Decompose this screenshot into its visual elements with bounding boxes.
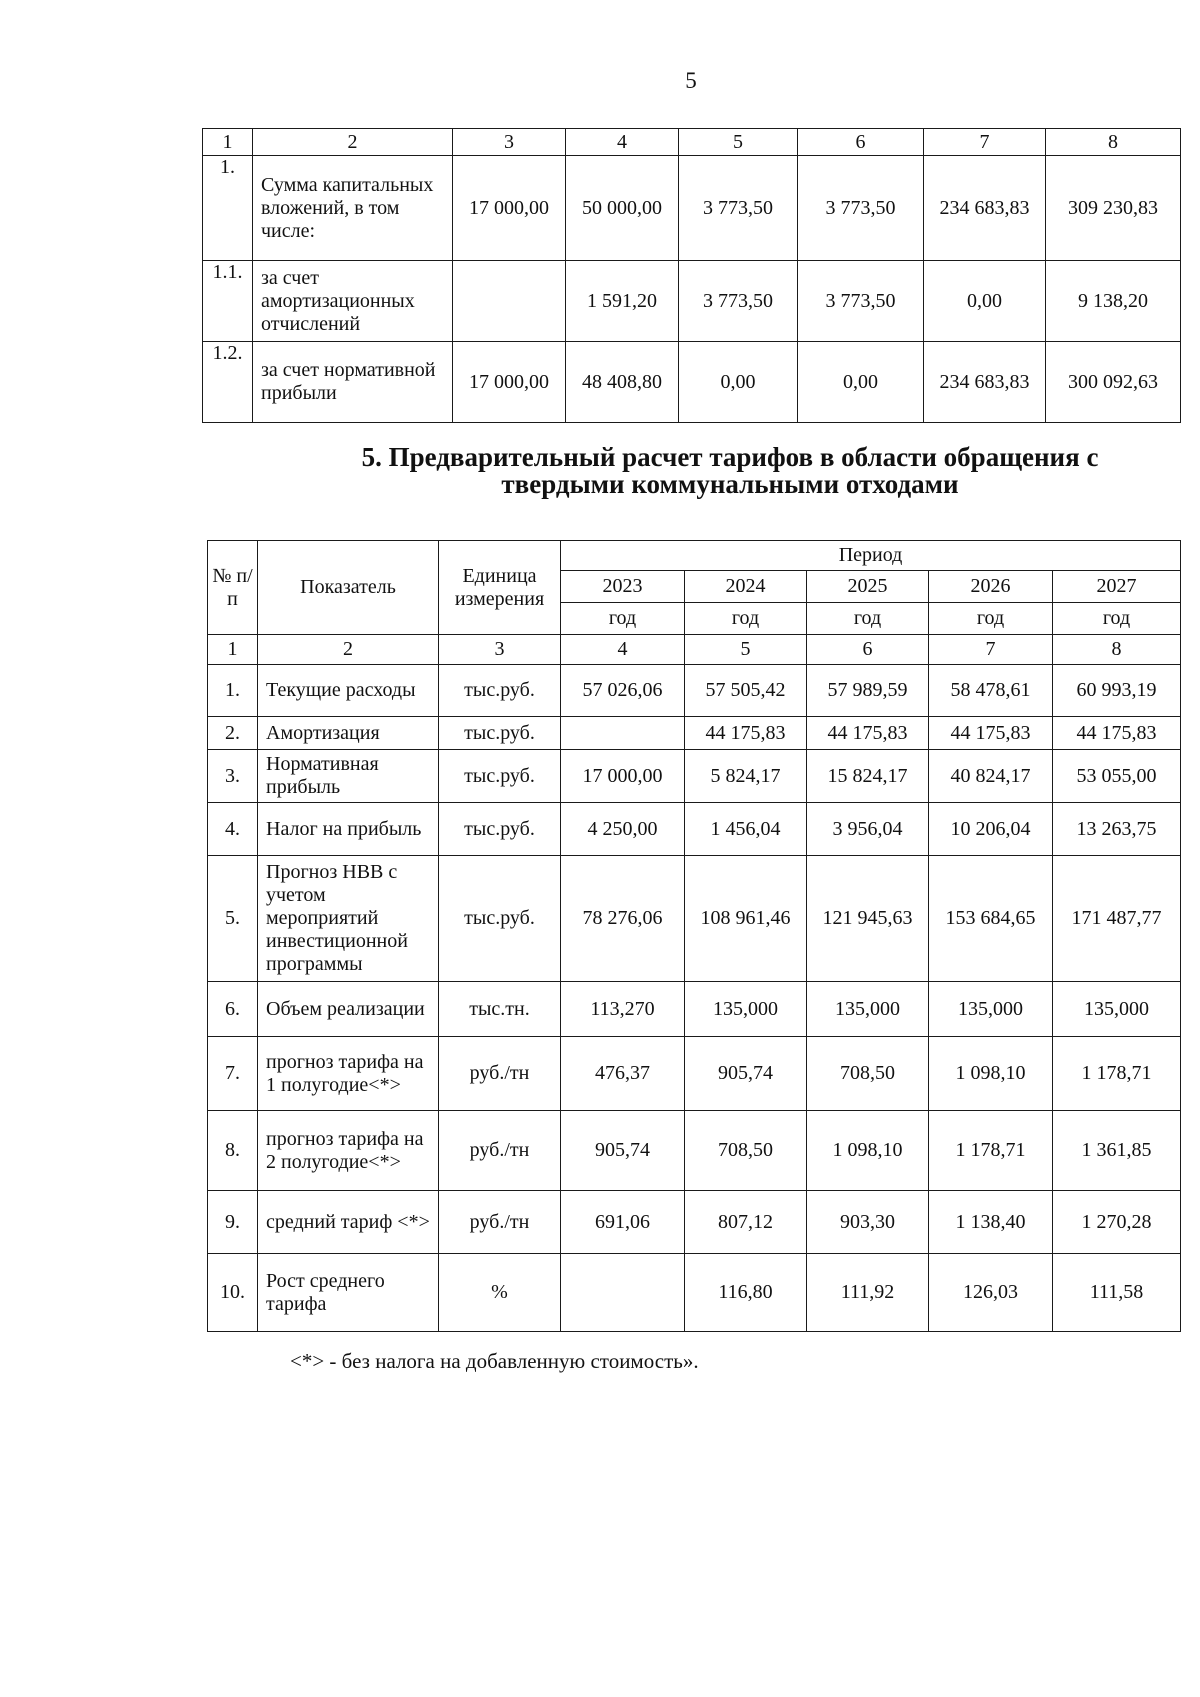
- row-number: 3.: [208, 750, 258, 803]
- index-cell: 3: [439, 635, 561, 665]
- value-cell: 40 824,17: [929, 750, 1053, 803]
- row-number: 9.: [208, 1191, 258, 1254]
- value-cell: 0,00: [924, 261, 1046, 342]
- header-cell: 2: [253, 129, 453, 156]
- table1-header-row: [203, 129, 1181, 156]
- year-header: 2023: [561, 571, 685, 603]
- value-cell: 111,92: [807, 1254, 929, 1332]
- index-cell: 5: [685, 635, 807, 665]
- value-cell: 135,000: [685, 982, 807, 1037]
- column-header-unit: Единица измерения: [439, 541, 561, 635]
- page-number: 5: [685, 68, 697, 93]
- value-cell: 3 773,50: [679, 261, 798, 342]
- year-header: 2026: [929, 571, 1053, 603]
- year-header: 2024: [685, 571, 807, 603]
- capital-investment-table: [202, 128, 1181, 423]
- year-unit: год: [685, 603, 807, 635]
- value-cell: 1 456,04: [685, 803, 807, 856]
- table-row: [208, 750, 1181, 803]
- row-label: Текущие расходы: [258, 665, 439, 717]
- value-cell: 44 175,83: [1053, 717, 1181, 750]
- unit-cell: руб./тн: [439, 1037, 561, 1111]
- value-cell: 3 956,04: [807, 803, 929, 856]
- value-cell: 44 175,83: [807, 717, 929, 750]
- index-cell: 8: [1053, 635, 1181, 665]
- table-row: [208, 1111, 1181, 1191]
- value-cell: 300 092,63: [1046, 342, 1181, 423]
- value-cell: 17 000,00: [453, 342, 566, 423]
- value-cell: 60 993,19: [1053, 665, 1181, 717]
- header-cell: 5: [679, 129, 798, 156]
- section-title: [230, 444, 1200, 498]
- value-cell: 15 824,17: [807, 750, 929, 803]
- tariff-calculation-table: [207, 540, 1181, 1332]
- value-cell: 708,50: [807, 1037, 929, 1111]
- index-cell: 4: [561, 635, 685, 665]
- value-cell: 1 178,71: [929, 1111, 1053, 1191]
- row-label: средний тариф <*>: [258, 1191, 439, 1254]
- value-cell: 121 945,63: [807, 856, 929, 982]
- row-label: за счет нормативной прибыли: [253, 342, 453, 423]
- value-cell: 9 138,20: [1046, 261, 1181, 342]
- year-header: 2025: [807, 571, 929, 603]
- column-header-number: № п/п: [208, 541, 258, 635]
- row-label: прогноз тарифа на 1 полугодие<*>: [258, 1037, 439, 1111]
- value-cell: 153 684,65: [929, 856, 1053, 982]
- value-cell: 57 026,06: [561, 665, 685, 717]
- unit-cell: руб./тн: [439, 1191, 561, 1254]
- value-cell: 13 263,75: [1053, 803, 1181, 856]
- value-cell: 135,000: [807, 982, 929, 1037]
- row-label: Амортизация: [258, 717, 439, 750]
- value-cell: 58 478,61: [929, 665, 1053, 717]
- value-cell: 5 824,17: [685, 750, 807, 803]
- value-cell: 309 230,83: [1046, 156, 1181, 261]
- table-row: [208, 717, 1181, 750]
- row-label: за счет амортизационных отчислений: [253, 261, 453, 342]
- value-cell: 4 250,00: [561, 803, 685, 856]
- value-cell: 108 961,46: [685, 856, 807, 982]
- row-label: прогноз тарифа на 2 полугодие<*>: [258, 1111, 439, 1191]
- value-cell: 1 138,40: [929, 1191, 1053, 1254]
- section-title-line: 5. Предварительный расчет тарифов в области обращения с: [361, 442, 1099, 472]
- year-unit: год: [807, 603, 929, 635]
- year-unit: год: [1053, 603, 1181, 635]
- value-cell: 135,000: [929, 982, 1053, 1037]
- value-cell: 1 591,20: [566, 261, 679, 342]
- row-label: Объем реализации: [258, 982, 439, 1037]
- table-row: [208, 665, 1181, 717]
- footnote: <*> - без налога на добавленную стоимость».: [290, 1349, 699, 1373]
- value-cell: 234 683,83: [924, 156, 1046, 261]
- index-cell: 1: [208, 635, 258, 665]
- row-label: Прогноз НВВ с учетом мероприятий инвестиционной программы: [258, 856, 439, 982]
- row-number: 6.: [208, 982, 258, 1037]
- value-cell: 171 487,77: [1053, 856, 1181, 982]
- header-cell: 4: [566, 129, 679, 156]
- value-cell: 135,000: [1053, 982, 1181, 1037]
- row-number: 1.1.: [203, 261, 253, 342]
- value-cell: 905,74: [685, 1037, 807, 1111]
- row-number: 10.: [208, 1254, 258, 1332]
- value-cell: 3 773,50: [798, 156, 924, 261]
- row-label: Рост среднего тарифа: [258, 1254, 439, 1332]
- section-title-line: твердыми коммунальными отходами: [501, 469, 959, 499]
- year-header: 2027: [1053, 571, 1181, 603]
- table2-header-row: [208, 541, 1181, 571]
- value-cell: 3 773,50: [679, 156, 798, 261]
- unit-cell: руб./тн: [439, 1111, 561, 1191]
- unit-cell: тыс.руб.: [439, 665, 561, 717]
- header-cell: 8: [1046, 129, 1181, 156]
- column-header-indicator: Показатель: [258, 541, 439, 635]
- value-cell: 807,12: [685, 1191, 807, 1254]
- year-unit: год: [929, 603, 1053, 635]
- table-row: [203, 261, 1181, 342]
- value-cell: [561, 717, 685, 750]
- value-cell: 17 000,00: [453, 156, 566, 261]
- index-cell: 7: [929, 635, 1053, 665]
- value-cell: 476,37: [561, 1037, 685, 1111]
- index-row: [208, 635, 1181, 665]
- table-row: [208, 1254, 1181, 1332]
- value-cell: 113,270: [561, 982, 685, 1037]
- value-cell: 0,00: [798, 342, 924, 423]
- row-number: 7.: [208, 1037, 258, 1111]
- row-label: Сумма капитальных вложений, в том числе:: [253, 156, 453, 261]
- value-cell: [453, 261, 566, 342]
- value-cell: 44 175,83: [685, 717, 807, 750]
- table-row: [203, 342, 1181, 423]
- value-cell: 234 683,83: [924, 342, 1046, 423]
- row-number: 5.: [208, 856, 258, 982]
- row-label: Нормативная прибыль: [258, 750, 439, 803]
- row-number: 8.: [208, 1111, 258, 1191]
- value-cell: 1 098,10: [929, 1037, 1053, 1111]
- table-row: [203, 156, 1181, 261]
- value-cell: 44 175,83: [929, 717, 1053, 750]
- value-cell: 905,74: [561, 1111, 685, 1191]
- unit-cell: тыс.руб.: [439, 803, 561, 856]
- value-cell: 691,06: [561, 1191, 685, 1254]
- value-cell: 0,00: [679, 342, 798, 423]
- table-row: [208, 982, 1181, 1037]
- index-cell: 2: [258, 635, 439, 665]
- unit-cell: тыс.руб.: [439, 750, 561, 803]
- value-cell: 10 206,04: [929, 803, 1053, 856]
- row-number: 1.: [208, 665, 258, 717]
- value-cell: 708,50: [685, 1111, 807, 1191]
- value-cell: 57 505,42: [685, 665, 807, 717]
- value-cell: 1 178,71: [1053, 1037, 1181, 1111]
- value-cell: 17 000,00: [561, 750, 685, 803]
- value-cell: 1 270,28: [1053, 1191, 1181, 1254]
- unit-cell: тыс.руб.: [439, 856, 561, 982]
- value-cell: 1 361,85: [1053, 1111, 1181, 1191]
- value-cell: [561, 1254, 685, 1332]
- value-cell: 116,80: [685, 1254, 807, 1332]
- value-cell: 126,03: [929, 1254, 1053, 1332]
- table-row: [208, 1191, 1181, 1254]
- row-number: 4.: [208, 803, 258, 856]
- row-number: 1.2.: [203, 342, 253, 423]
- value-cell: 48 408,80: [566, 342, 679, 423]
- index-cell: 6: [807, 635, 929, 665]
- value-cell: 78 276,06: [561, 856, 685, 982]
- unit-cell: тыс.тн.: [439, 982, 561, 1037]
- row-label: Налог на прибыль: [258, 803, 439, 856]
- column-header-period: Период: [561, 541, 1181, 571]
- value-cell: 1 098,10: [807, 1111, 929, 1191]
- unit-cell: %: [439, 1254, 561, 1332]
- table-row: [208, 1037, 1181, 1111]
- header-cell: 7: [924, 129, 1046, 156]
- unit-cell: тыс.руб.: [439, 717, 561, 750]
- value-cell: 111,58: [1053, 1254, 1181, 1332]
- value-cell: 57 989,59: [807, 665, 929, 717]
- header-cell: 6: [798, 129, 924, 156]
- table-row: [208, 803, 1181, 856]
- table-row: [208, 856, 1181, 982]
- value-cell: 53 055,00: [1053, 750, 1181, 803]
- row-number: 2.: [208, 717, 258, 750]
- header-cell: 3: [453, 129, 566, 156]
- value-cell: 50 000,00: [566, 156, 679, 261]
- year-unit: год: [561, 603, 685, 635]
- value-cell: 3 773,50: [798, 261, 924, 342]
- value-cell: 903,30: [807, 1191, 929, 1254]
- header-cell: 1: [203, 129, 253, 156]
- row-number: 1.: [203, 156, 253, 261]
